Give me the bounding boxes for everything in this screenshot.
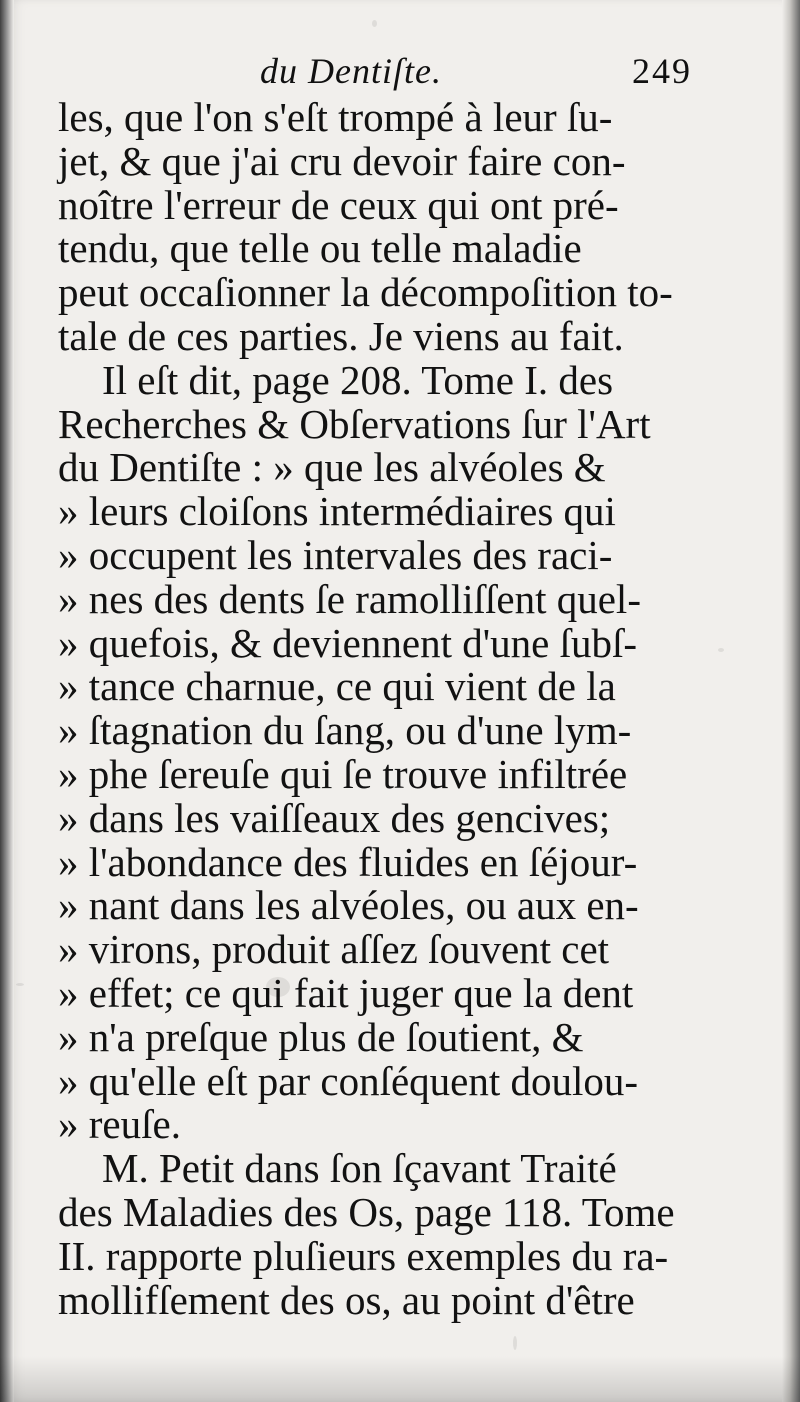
text-line-13: » quefois, & deviennent d'une ſubſ- (58, 619, 637, 666)
text-line-22: » n'a preſque plus de ſoutient, & (58, 1013, 584, 1060)
text-line-4: tendu, que telle ou telle maladie (58, 225, 582, 272)
left-page-shadow (0, 0, 14, 1402)
body-text (58, 96, 674, 1322)
text-line-10: » leurs cloiſons intermédiaires qui (58, 488, 616, 535)
text-line-3: noître l'erreur de ceux qui ont pré- (58, 181, 619, 228)
text-line-24: » reuſe. (58, 1101, 181, 1148)
text-line-14: » tance charnue, ce qui vient de la (58, 663, 616, 710)
text-line-6: tale de ces parties. Je viens au fait. (58, 312, 624, 359)
paper-speckle (16, 983, 24, 986)
text-line-9: du Dentiſte : » que les alvéoles & (58, 444, 606, 491)
text-line-20: » virons, produit aſſez ſouvent cet (58, 926, 610, 973)
paper-speckle (718, 648, 724, 652)
text-line-7: Il eſt dit, page 208. Tome I. des (102, 356, 614, 403)
right-page-shadow (782, 0, 800, 1402)
paper-speckle (513, 1336, 517, 1350)
text-line-5: peut occaſionner la décompoſition to- (58, 269, 673, 316)
paper-speckle (266, 977, 290, 997)
text-line-8: Recherches & Obſervations ſur l'Art (58, 400, 651, 447)
text-line-25: M. Petit dans ſon ſçavant Traité (102, 1145, 617, 1192)
text-line-2: jet, & que j'ai cru devoir faire con- (58, 137, 626, 184)
running-head: du Dentiſte. (260, 51, 442, 91)
page-number: 249 (632, 51, 692, 91)
text-line-27: II. rapporte pluſieurs exemples du ra- (58, 1232, 669, 1279)
text-line-15: » ſtagnation du ſang, ou d'une lym- (58, 707, 632, 754)
text-line-26: des Maladies des Os, page 118. Tome (58, 1188, 675, 1235)
text-line-11: » occupent les intervales des raci- (58, 531, 613, 578)
text-line-1: les, que l'on s'eſt trompé à leur ſu- (58, 94, 613, 140)
bottom-page-shadow (0, 1356, 800, 1402)
text-line-16: » phe ſereuſe qui ſe trouve infiltrée (58, 750, 628, 797)
text-line-19: » nant dans les alvéoles, ou aux en- (58, 882, 639, 929)
text-line-28: mollifſement des os, au point d'être (58, 1276, 635, 1323)
text-line-23: » qu'elle eſt par conſéquent doulou- (58, 1057, 639, 1104)
text-line-17: » dans les vaiſſeaux des gencives; (58, 794, 611, 841)
text-line-21: » effet; ce qui fait juger que la dent (58, 969, 634, 1016)
text-line-12: » nes des dents ſe ramolliſſent quel- (58, 575, 641, 622)
text-line-18: » l'abondance des fluides en ſéjour- (58, 838, 638, 885)
page-header (0, 50, 800, 100)
paper-speckle (372, 20, 377, 27)
